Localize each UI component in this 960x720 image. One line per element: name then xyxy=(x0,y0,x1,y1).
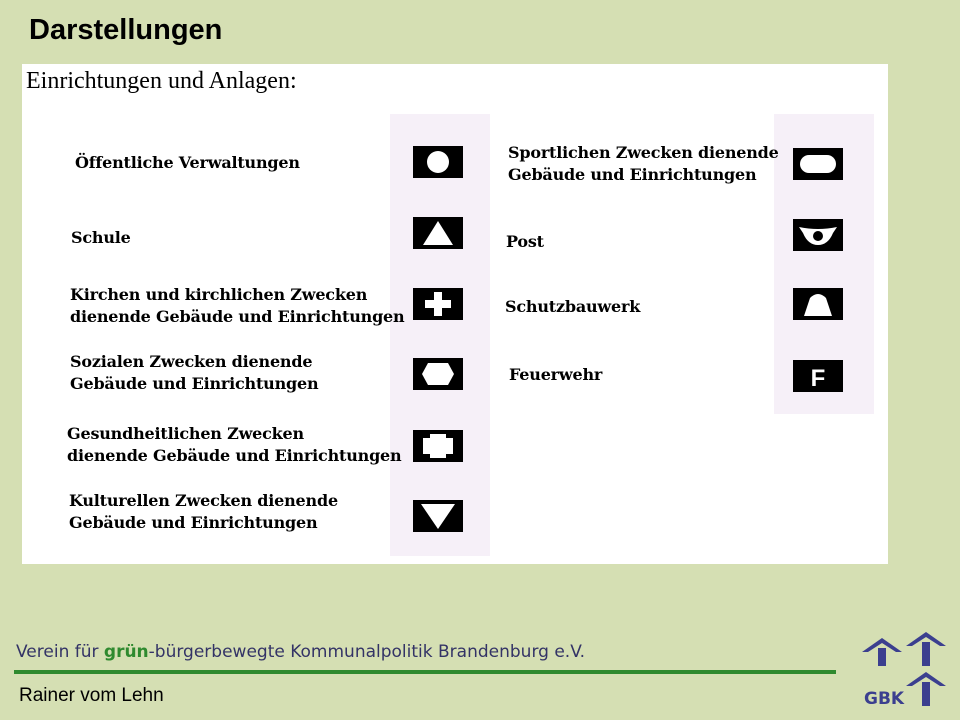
legend-label-schutzbauwerk: Schutzbauwerk xyxy=(505,297,641,316)
letter-f-text: F xyxy=(810,365,826,392)
triangle-down-symbol xyxy=(413,500,463,532)
legend-label-sport: Sportlichen Zwecken dienende Gebäude und Einrichtungen xyxy=(508,143,779,184)
legend-label-post: Post xyxy=(506,232,544,251)
post-horn-symbol xyxy=(793,219,843,251)
triangle-up-symbol xyxy=(413,217,463,249)
legend-label-gesundheit: Gesundheitlichen Zwecken dienende Gebäude und Einrichtungen xyxy=(67,424,402,465)
medical-cross-symbol xyxy=(413,430,463,462)
legend-label-schule: Schule xyxy=(71,228,131,247)
legend-label-soziales: Sozialen Zwecken dienende Gebäude und Einrichtungen xyxy=(70,352,319,393)
legend-label-feuerwehr: Feuerwehr xyxy=(509,365,603,384)
legend-label-kirchen: Kirchen und kirchlichen Zwecken dienende Gebäude und Einrichtungen xyxy=(70,285,405,326)
legend-image xyxy=(22,64,888,564)
org-highlight: grün xyxy=(103,642,149,662)
hexagon-symbol xyxy=(413,358,463,390)
logo-text: GBK xyxy=(864,689,905,709)
slide-title: Darstellungen xyxy=(29,14,223,46)
org-suffix: -bürgerbewegte Kommunalpolitik Brandenburg e.V. xyxy=(148,642,586,662)
organization-name xyxy=(16,642,585,662)
circle-symbol xyxy=(413,146,463,178)
cross-symbol xyxy=(413,288,463,320)
org-prefix: Verein für xyxy=(16,642,104,662)
letter-f-symbol xyxy=(793,360,843,392)
gbk-logo xyxy=(858,630,950,712)
footer-divider xyxy=(14,670,836,674)
legend-heading: Einrichtungen und Anlagen: xyxy=(26,68,297,94)
author-name: Rainer vom Lehn xyxy=(19,685,164,706)
legend-label-kultur: Kulturellen Zwecken dienende Gebäude und Einrichtungen xyxy=(69,491,338,532)
shelter-symbol xyxy=(793,288,843,320)
symbol-column-left xyxy=(390,114,490,556)
legend-label-verwaltungen: Öffentliche Verwaltungen xyxy=(75,153,300,172)
rounded-rect-symbol xyxy=(793,148,843,180)
